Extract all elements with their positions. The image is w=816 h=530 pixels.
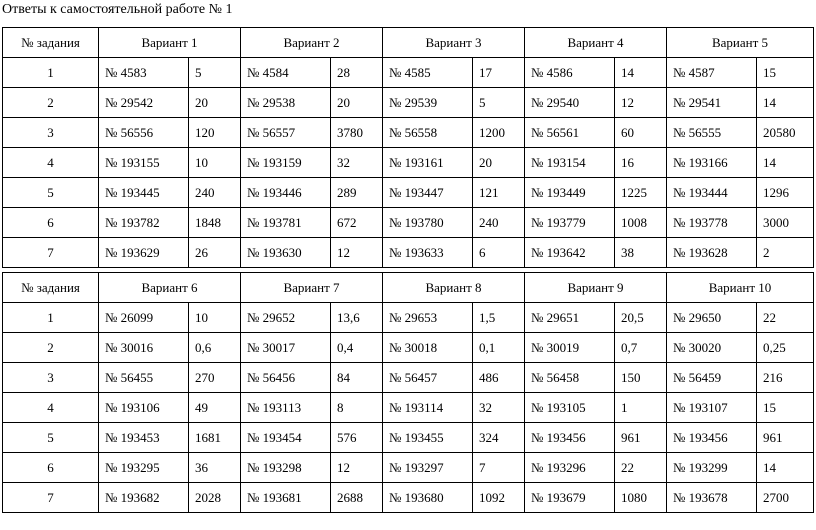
answer-value: 60 bbox=[615, 118, 667, 148]
variant-header: Вариант 6 bbox=[99, 273, 241, 303]
problem-number: № 4583 bbox=[99, 58, 189, 88]
answer-value: 961 bbox=[615, 423, 667, 453]
answer-value: 672 bbox=[331, 208, 383, 238]
answer-value: 14 bbox=[757, 453, 814, 483]
task-number: 2 bbox=[3, 88, 99, 118]
problem-number: № 30019 bbox=[525, 333, 615, 363]
answer-value: 10 bbox=[189, 148, 241, 178]
task-number: 6 bbox=[3, 208, 99, 238]
problem-number: № 29651 bbox=[525, 303, 615, 333]
problem-number: № 193680 bbox=[383, 483, 473, 513]
variant-header: Вариант 3 bbox=[383, 28, 525, 58]
problem-number: № 193782 bbox=[99, 208, 189, 238]
answer-value: 22 bbox=[757, 303, 814, 333]
answer-value: 5 bbox=[473, 88, 525, 118]
problem-number: № 193105 bbox=[525, 393, 615, 423]
problem-number: № 193445 bbox=[99, 178, 189, 208]
task-number: 4 bbox=[3, 148, 99, 178]
answer-value: 6 bbox=[473, 238, 525, 268]
problem-number: № 193453 bbox=[99, 423, 189, 453]
problem-number: № 30020 bbox=[667, 333, 757, 363]
header-row bbox=[3, 273, 814, 303]
answer-value: 1 bbox=[615, 393, 667, 423]
problem-number: № 26099 bbox=[99, 303, 189, 333]
table-row bbox=[3, 333, 814, 363]
answer-value: 14 bbox=[615, 58, 667, 88]
variant-header: Вариант 2 bbox=[241, 28, 383, 58]
answer-value: 240 bbox=[473, 208, 525, 238]
answer-value: 1848 bbox=[189, 208, 241, 238]
problem-number: № 193299 bbox=[667, 453, 757, 483]
problem-number: № 193628 bbox=[667, 238, 757, 268]
answer-value: 1092 bbox=[473, 483, 525, 513]
problem-number: № 193447 bbox=[383, 178, 473, 208]
answer-value: 14 bbox=[757, 148, 814, 178]
problem-number: № 56457 bbox=[383, 363, 473, 393]
task-number: 4 bbox=[3, 393, 99, 423]
problem-number: № 29538 bbox=[241, 88, 331, 118]
problem-number: № 56557 bbox=[241, 118, 331, 148]
problem-number: № 193298 bbox=[241, 453, 331, 483]
answer-value: 22 bbox=[615, 453, 667, 483]
answers-table-variants-1-5 bbox=[2, 27, 814, 268]
task-number: 3 bbox=[3, 118, 99, 148]
problem-number: № 193780 bbox=[383, 208, 473, 238]
problem-number: № 29653 bbox=[383, 303, 473, 333]
answer-value: 2028 bbox=[189, 483, 241, 513]
task-number: 2 bbox=[3, 333, 99, 363]
problem-number: № 193779 bbox=[525, 208, 615, 238]
problem-number: № 29541 bbox=[667, 88, 757, 118]
problem-number: № 193449 bbox=[525, 178, 615, 208]
problem-number: № 193296 bbox=[525, 453, 615, 483]
answer-value: 8 bbox=[331, 393, 383, 423]
answer-value: 2 bbox=[757, 238, 814, 268]
problem-number: № 29652 bbox=[241, 303, 331, 333]
table-row bbox=[3, 393, 814, 423]
table-row bbox=[3, 238, 814, 268]
answer-value: 0,6 bbox=[189, 333, 241, 363]
answer-value: 1080 bbox=[615, 483, 667, 513]
answer-value: 26 bbox=[189, 238, 241, 268]
problem-number: № 193154 bbox=[525, 148, 615, 178]
task-number: 3 bbox=[3, 363, 99, 393]
problem-number: № 193781 bbox=[241, 208, 331, 238]
table-row bbox=[3, 303, 814, 333]
answer-value: 15 bbox=[757, 393, 814, 423]
problem-number: № 193155 bbox=[99, 148, 189, 178]
answer-value: 121 bbox=[473, 178, 525, 208]
task-number: 1 bbox=[3, 58, 99, 88]
problem-number: № 193642 bbox=[525, 238, 615, 268]
problem-number: № 193681 bbox=[241, 483, 331, 513]
problem-number: № 4584 bbox=[241, 58, 331, 88]
table-row bbox=[3, 118, 814, 148]
problem-number: № 193629 bbox=[99, 238, 189, 268]
table-row bbox=[3, 453, 814, 483]
answer-value: 20 bbox=[189, 88, 241, 118]
answer-value: 1225 bbox=[615, 178, 667, 208]
answer-value: 5 bbox=[189, 58, 241, 88]
problem-number: № 193454 bbox=[241, 423, 331, 453]
variant-header: Вариант 5 bbox=[667, 28, 814, 58]
answer-value: 32 bbox=[473, 393, 525, 423]
answer-value: 1008 bbox=[615, 208, 667, 238]
answer-value: 17 bbox=[473, 58, 525, 88]
answer-value: 1681 bbox=[189, 423, 241, 453]
variant-header: Вариант 9 bbox=[525, 273, 667, 303]
problem-number: № 56456 bbox=[241, 363, 331, 393]
problem-number: № 193446 bbox=[241, 178, 331, 208]
answer-value: 12 bbox=[331, 238, 383, 268]
table-row bbox=[3, 363, 814, 393]
answer-value: 576 bbox=[331, 423, 383, 453]
answer-value: 486 bbox=[473, 363, 525, 393]
answer-value: 150 bbox=[615, 363, 667, 393]
problem-number: № 56555 bbox=[667, 118, 757, 148]
problem-number: № 193630 bbox=[241, 238, 331, 268]
problem-number: № 193107 bbox=[667, 393, 757, 423]
variant-header: Вариант 4 bbox=[525, 28, 667, 58]
answer-value: 28 bbox=[331, 58, 383, 88]
problem-number: № 30017 bbox=[241, 333, 331, 363]
answer-value: 3780 bbox=[331, 118, 383, 148]
answer-value: 20 bbox=[473, 148, 525, 178]
table-row bbox=[3, 208, 814, 238]
answer-value: 16 bbox=[615, 148, 667, 178]
problem-number: № 193456 bbox=[525, 423, 615, 453]
problem-number: № 193633 bbox=[383, 238, 473, 268]
task-number-header: № задания bbox=[3, 28, 99, 58]
answer-value: 20580 bbox=[757, 118, 814, 148]
table-row bbox=[3, 483, 814, 513]
answer-value: 20 bbox=[331, 88, 383, 118]
task-number: 5 bbox=[3, 423, 99, 453]
problem-number: № 193678 bbox=[667, 483, 757, 513]
problem-number: № 193682 bbox=[99, 483, 189, 513]
problem-number: № 4587 bbox=[667, 58, 757, 88]
problem-number: № 56459 bbox=[667, 363, 757, 393]
answer-value: 38 bbox=[615, 238, 667, 268]
task-number-header: № задания bbox=[3, 273, 99, 303]
answer-value: 1,5 bbox=[473, 303, 525, 333]
problem-number: № 193455 bbox=[383, 423, 473, 453]
answer-value: 120 bbox=[189, 118, 241, 148]
answer-value: 49 bbox=[189, 393, 241, 423]
variant-header: Вариант 8 bbox=[383, 273, 525, 303]
answer-value: 2688 bbox=[331, 483, 383, 513]
answer-value: 0,4 bbox=[331, 333, 383, 363]
answer-value: 324 bbox=[473, 423, 525, 453]
problem-number: № 30016 bbox=[99, 333, 189, 363]
variant-header: Вариант 7 bbox=[241, 273, 383, 303]
task-number: 1 bbox=[3, 303, 99, 333]
answers-table-variants-6-10 bbox=[2, 272, 814, 513]
answer-value: 240 bbox=[189, 178, 241, 208]
problem-number: № 193161 bbox=[383, 148, 473, 178]
answer-value: 0,7 bbox=[615, 333, 667, 363]
problem-number: № 193778 bbox=[667, 208, 757, 238]
problem-number: № 193297 bbox=[383, 453, 473, 483]
answer-value: 7 bbox=[473, 453, 525, 483]
answer-value: 84 bbox=[331, 363, 383, 393]
problem-number: № 56458 bbox=[525, 363, 615, 393]
table-row bbox=[3, 58, 814, 88]
problem-number: № 29542 bbox=[99, 88, 189, 118]
task-number: 5 bbox=[3, 178, 99, 208]
answer-value: 961 bbox=[757, 423, 814, 453]
page-title: Ответы к самостоятельной работе № 1 bbox=[2, 2, 233, 17]
header-row bbox=[3, 28, 814, 58]
table-row bbox=[3, 423, 814, 453]
problem-number: № 30018 bbox=[383, 333, 473, 363]
answer-value: 13,6 bbox=[331, 303, 383, 333]
answer-value: 3000 bbox=[757, 208, 814, 238]
answer-value: 10 bbox=[189, 303, 241, 333]
task-number: 7 bbox=[3, 238, 99, 268]
problem-number: № 56556 bbox=[99, 118, 189, 148]
problem-number: № 4585 bbox=[383, 58, 473, 88]
problem-number: № 193444 bbox=[667, 178, 757, 208]
answer-value: 270 bbox=[189, 363, 241, 393]
answer-value: 0,25 bbox=[757, 333, 814, 363]
answer-value: 20,5 bbox=[615, 303, 667, 333]
problem-number: № 56455 bbox=[99, 363, 189, 393]
problem-number: № 29539 bbox=[383, 88, 473, 118]
problem-number: № 56561 bbox=[525, 118, 615, 148]
problem-number: № 29540 bbox=[525, 88, 615, 118]
problem-number: № 193679 bbox=[525, 483, 615, 513]
answer-value: 216 bbox=[757, 363, 814, 393]
problem-number: № 193113 bbox=[241, 393, 331, 423]
table-row bbox=[3, 178, 814, 208]
answer-value: 0,1 bbox=[473, 333, 525, 363]
variant-header: Вариант 1 bbox=[99, 28, 241, 58]
answer-value: 15 bbox=[757, 58, 814, 88]
problem-number: № 4586 bbox=[525, 58, 615, 88]
answer-value: 12 bbox=[331, 453, 383, 483]
answer-value: 289 bbox=[331, 178, 383, 208]
answer-value: 14 bbox=[757, 88, 814, 118]
answer-value: 36 bbox=[189, 453, 241, 483]
problem-number: № 193295 bbox=[99, 453, 189, 483]
problem-number: № 193456 bbox=[667, 423, 757, 453]
table-row bbox=[3, 88, 814, 118]
answer-value: 12 bbox=[615, 88, 667, 118]
answer-value: 32 bbox=[331, 148, 383, 178]
problem-number: № 193106 bbox=[99, 393, 189, 423]
answer-value: 1296 bbox=[757, 178, 814, 208]
problem-number: № 56558 bbox=[383, 118, 473, 148]
task-number: 7 bbox=[3, 483, 99, 513]
answer-value: 2700 bbox=[757, 483, 814, 513]
problem-number: № 193114 bbox=[383, 393, 473, 423]
problem-number: № 29650 bbox=[667, 303, 757, 333]
problem-number: № 193159 bbox=[241, 148, 331, 178]
variant-header: Вариант 10 bbox=[667, 273, 814, 303]
table-row bbox=[3, 148, 814, 178]
task-number: 6 bbox=[3, 453, 99, 483]
problem-number: № 193166 bbox=[667, 148, 757, 178]
answer-value: 1200 bbox=[473, 118, 525, 148]
